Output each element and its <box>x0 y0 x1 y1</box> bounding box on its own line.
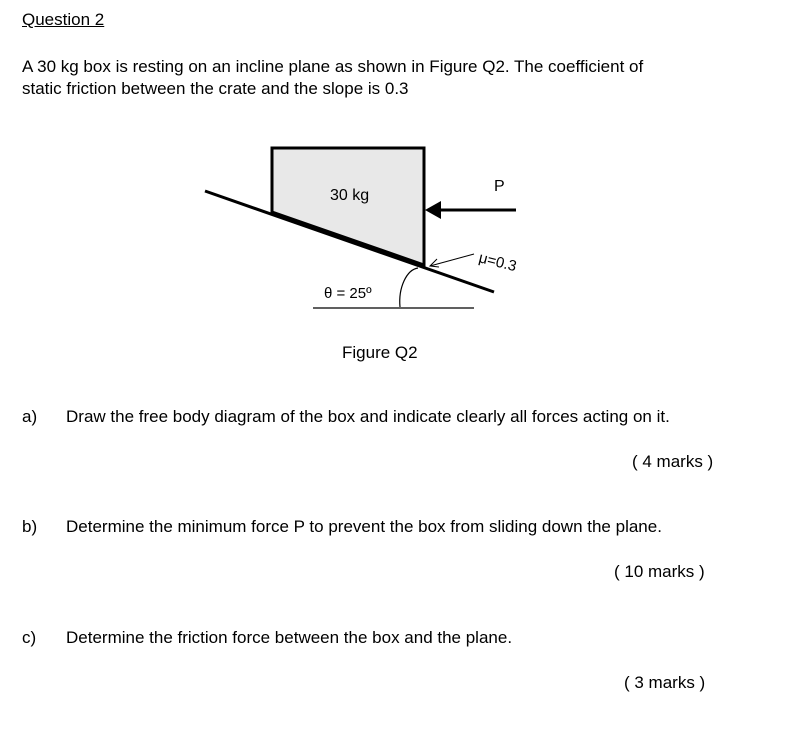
question-title: Question 2 <box>22 10 105 29</box>
box-shape <box>272 148 424 265</box>
question-b-letter: b) <box>22 517 38 536</box>
force-label: P <box>494 178 505 195</box>
question-a-marks: ( 4 marks ) <box>632 452 714 471</box>
box-label: 30 kg <box>330 187 370 204</box>
question-a-letter: a) <box>22 407 38 426</box>
question-c-marks: ( 3 marks ) <box>624 673 706 692</box>
friction-arrow-head <box>430 259 439 267</box>
question-c-text: Determine the friction force between the box and the plane. <box>66 628 513 647</box>
angle-arc <box>400 268 418 307</box>
question-b-text: Determine the minimum force P to prevent the box from sliding down the plane. <box>66 517 662 536</box>
question-a-text: Draw the free body diagram of the box and indicate clearly all forces acting on it. <box>66 407 670 426</box>
intro-line-1: A 30 kg box is resting on an incline plane as shown in Figure Q2. The coefficient of <box>22 57 644 76</box>
question-b-marks: ( 10 marks ) <box>614 562 705 581</box>
angle-label: θ = 25º <box>324 285 372 302</box>
force-arrow-head <box>425 201 441 219</box>
intro-line-2: static friction between the crate and the slope is 0.3 <box>22 79 409 98</box>
mu-label: μ=0.3 <box>477 249 519 276</box>
question-c-letter: c) <box>22 628 37 647</box>
figure-caption: Figure Q2 <box>342 343 418 362</box>
